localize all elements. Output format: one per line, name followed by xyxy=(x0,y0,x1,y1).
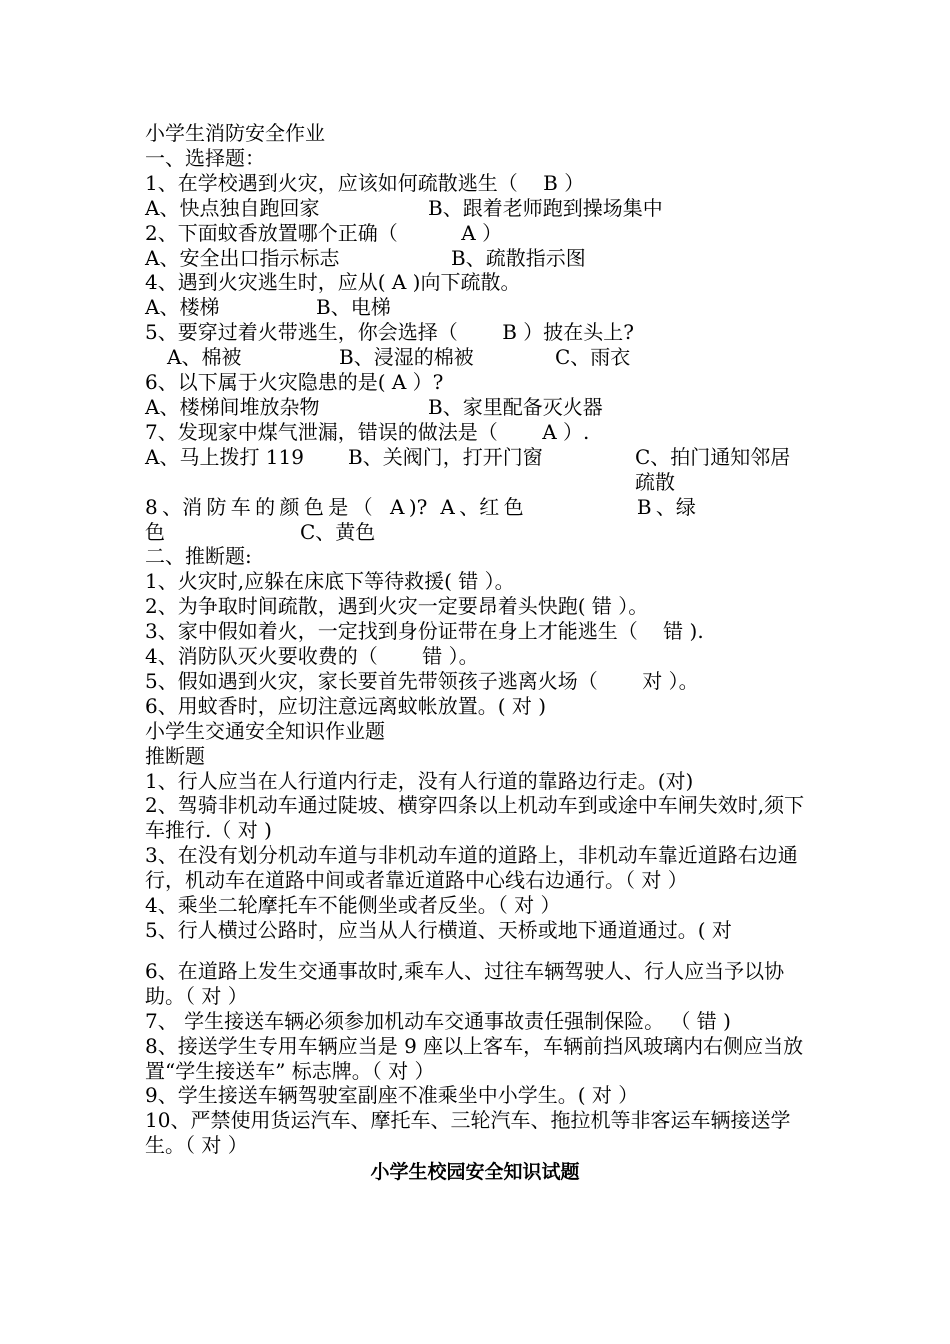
option-a: A、快点独自跑回家 xyxy=(145,195,320,220)
section-choice-heading: 一、选择题： xyxy=(145,145,265,170)
option-b: B、电梯 xyxy=(316,295,391,320)
section-judgement-heading: 二、推断题: xyxy=(145,544,252,569)
option-b: B、浸湿的棉被 xyxy=(339,345,474,370)
option-c: C、黄色 xyxy=(300,519,376,544)
traffic-title: 小学生交通安全知识作业题 xyxy=(145,718,385,743)
option-b: B、跟着老师跑到操场集中 xyxy=(428,195,663,220)
traffic-item-1: 1、行人应当在人行道内行走，没有人行道的靠路边行走。(对) xyxy=(145,768,694,793)
question-8-line-2 xyxy=(145,520,805,545)
question-6: 6、以下属于火灾隐患的是( A ）? xyxy=(145,370,444,395)
campus-title: 小学生校园安全知识试题 xyxy=(370,1161,580,1184)
question-7-options xyxy=(145,445,805,495)
question-7: 7、发现家中煤气泄漏，错误的做法是（ A ）. xyxy=(145,419,590,444)
option-a: A、楼梯间堆放杂物 xyxy=(145,394,320,419)
question-1-options xyxy=(145,196,805,221)
traffic-item-8: 8、接送学生专用车辆应当是 9 座以上客车，车辆前挡风玻璃内右侧应当放置“学生接送车” 标志牌。（ 对 ） xyxy=(145,1033,804,1083)
traffic-item-10: 10、严禁使用货运汽车、摩托车、三轮汽车、拖拉机等非客运车辆接送学生。（ 对 ） xyxy=(145,1108,791,1158)
traffic-item-5: 5、行人横过公路时，应当从人行横道、天桥或地下通道通过。( 对 xyxy=(145,918,732,942)
option-a: A、马上拨打 119 xyxy=(145,444,304,469)
question-8-wrap: 色 xyxy=(145,519,165,544)
question-2: 2、下面蚊香放置哪个正确（ A ） xyxy=(145,220,503,245)
traffic-section-heading: 推断题 xyxy=(145,743,205,768)
traffic-item-7: 7、 学生接送车辆必须参加机动车交通事故责任强制保险。 （ 错 ) xyxy=(145,1008,731,1033)
question-4-options xyxy=(145,295,805,320)
option-c: C、拍门通知邻居疏散 xyxy=(635,444,791,494)
question-1: 1、在学校遇到火灾，应该如何疏散逃生（ B ） xyxy=(145,170,585,195)
traffic-item-2: 2、驾骑非机动车通过陡坡、横穿四条以上机动车到或途中车闸失效时,须下车推行.（ 对 ) xyxy=(145,793,805,843)
question-2-options xyxy=(145,246,805,271)
option-a: A、安全出口指示标志 xyxy=(145,245,340,270)
option-a: A、棉被 xyxy=(167,345,242,370)
judgement-2: 2、为争取时间疏散，遇到火灾一定要昂着头快跑( 错 ）。 xyxy=(145,594,649,619)
option-c: C、雨衣 xyxy=(555,345,631,370)
option-b: B、关阀门，打开门窗 xyxy=(348,444,543,469)
judgement-6: 6、用蚊香时，应切注意远离蚊帐放置。( 对 ) xyxy=(145,693,547,718)
option-b: B、疏散指示图 xyxy=(451,245,586,270)
traffic-item-9: 9、学生接送车辆驾驶室副座不准乘坐中小学生。( 对 ） xyxy=(145,1083,639,1108)
question-4: 4、遇到火灾逃生时，应从( A )向下疏散。 xyxy=(145,270,521,295)
judgement-4: 4、消防队灭火要收费的（ 错 ）。 xyxy=(145,644,479,669)
question-5-options xyxy=(145,345,805,370)
traffic-item-4: 4、乘坐二轮摩托车不能侧坐或者反坐。（ 对 ） xyxy=(145,893,561,918)
fire-title: 小学生消防安全作业 xyxy=(145,121,325,145)
option-b: B、家里配备灭火器 xyxy=(428,394,603,419)
option-a: A、楼梯 xyxy=(145,295,220,320)
document-body xyxy=(145,121,805,1185)
judgement-3: 3、家中假如着火，一定找到身份证带在身上才能逃生（ 错 ). xyxy=(145,619,704,644)
question-8-line-1: 8 、消 防 车 的 颜 色 是 （ A )? A 、红 色 B 、绿 xyxy=(145,494,696,519)
traffic-item-6: 6、在道路上发生交通事故时,乘车人、过往车辆驾驶人、行人应当予以协助。（ 对 ） xyxy=(145,958,785,1008)
question-5: 5、要穿过着火带逃生，你会选择（ B ）披在头上? xyxy=(145,320,635,345)
judgement-5: 5、假如遇到火灾，家长要首先带领孩子逃离火场（ 对 ）。 xyxy=(145,668,699,693)
traffic-item-3: 3、在没有划分机动车道与非机动车道的道路上，非机动车靠近道路右边通行，机动车在道路中间或者靠近道路中心线右边通行。（ 对 ） xyxy=(145,843,798,893)
question-6-options xyxy=(145,395,805,420)
judgement-1: 1、火灾时,应躲在床底下等待救援( 错 ）。 xyxy=(145,569,515,594)
